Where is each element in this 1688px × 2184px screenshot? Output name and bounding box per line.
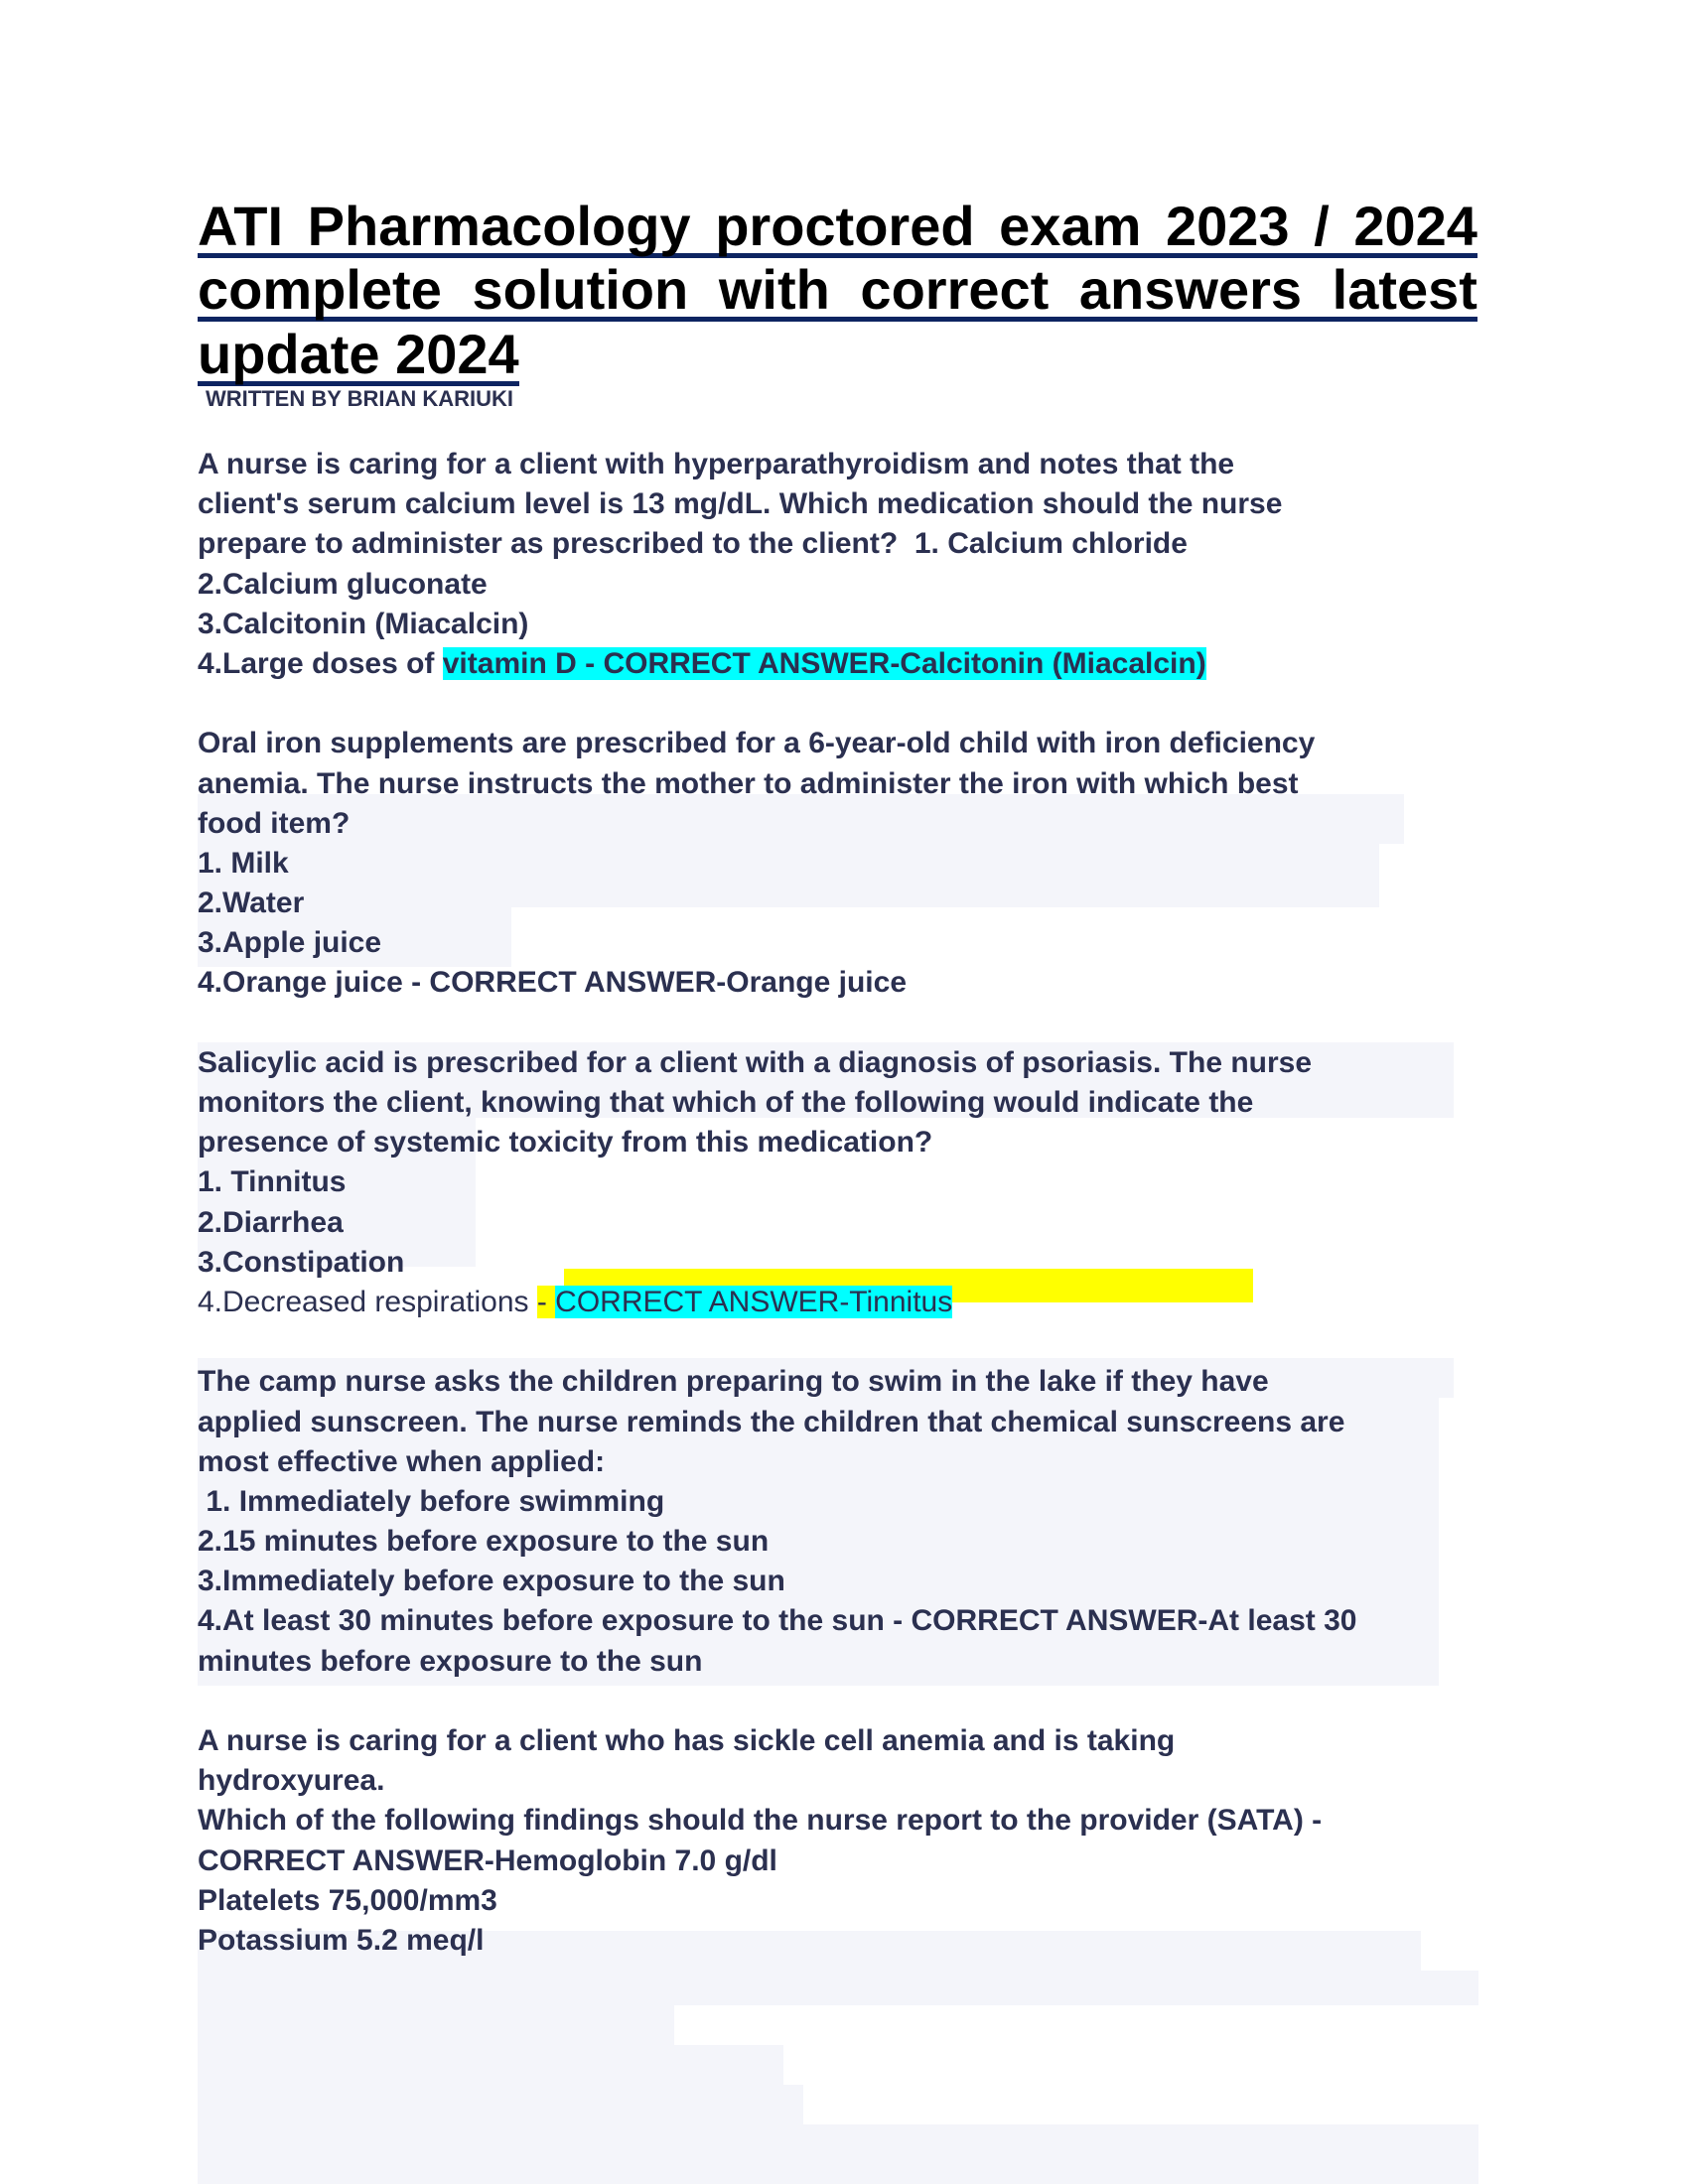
text-segment: anemia. The nurse instructs the mother to administer the iron with which best (198, 766, 1299, 800)
text-segment: Platelets 75,000/mm3 (198, 1883, 497, 1917)
text-segment: most effective when applied: (198, 1444, 606, 1478)
question-block (198, 1362, 1488, 1721)
highlighted-text: CORRECT ANSWER-Tinnitus (555, 1285, 953, 1318)
title-word: ATI (198, 195, 284, 257)
title-line (198, 258, 1477, 322)
question-list (198, 445, 1488, 2000)
text-segment: applied sunscreen. The nurse reminds the children that chemical sunscreens are (198, 1405, 1345, 1438)
title-word: 2023 (1166, 195, 1290, 257)
background-shade (198, 2124, 1478, 2184)
question-line (198, 605, 1488, 644)
text-segment: A nurse is caring for a client who has sickle cell anemia and is taking (198, 1724, 1176, 1757)
question-line (198, 644, 1488, 684)
text-segment: 4.At least 30 minutes before exposure to the sun - CORRECT ANSWER-At least 30 (198, 1604, 1357, 1638)
question-line (198, 524, 1488, 564)
text-segment: The camp nurse asks the children preparing to swim in the lake if they have (198, 1365, 1269, 1399)
question-block (198, 1043, 1488, 1363)
question-line (198, 1562, 1488, 1601)
text-segment: minutes before exposure to the sun (198, 1644, 703, 1678)
text-segment: 4.Orange juice - CORRECT ANSWER-Orange juice (198, 966, 908, 1000)
question-line (198, 724, 1488, 763)
title-line (198, 195, 1477, 258)
title-word: 2024 (1353, 195, 1477, 257)
question-line (198, 1482, 1488, 1522)
text-segment: CORRECT ANSWER-Hemoglobin 7.0 g/dl (198, 1843, 777, 1877)
question-line (198, 1123, 1488, 1162)
text-segment: 3.Constipation (198, 1245, 405, 1279)
text-segment: 2.15 minutes before exposure to the sun (198, 1525, 770, 1559)
blank-line (198, 1961, 1488, 2000)
document-title (198, 195, 1477, 386)
question-line (198, 484, 1488, 524)
text-segment: food item? (198, 806, 351, 840)
question-line (198, 1761, 1488, 1801)
title-word: answers (1078, 258, 1303, 321)
blank-line (198, 1682, 1488, 1721)
text-segment: hydroxyurea. (198, 1764, 385, 1798)
text-segment: Salicylic acid is prescribed for a client with a diagnosis of psoriasis. The nurse (198, 1045, 1313, 1079)
author-line: WRITTEN BY BRIAN KARIUKI (206, 386, 514, 411)
question-line (198, 1362, 1488, 1402)
question-line (198, 923, 1488, 963)
text-segment: A nurse is caring for a client with hyperparathyroidism and notes that the (198, 448, 1235, 480)
question-line (198, 963, 1488, 1003)
question-block (198, 724, 1488, 1043)
text-segment: 1. Milk (198, 846, 289, 880)
text-segment: 4.Decreased respirations (198, 1285, 537, 1318)
question-line (198, 1203, 1488, 1243)
question-line (198, 844, 1488, 884)
question-line (198, 565, 1488, 605)
text-segment: 4.Large doses of (198, 646, 443, 680)
text-segment: monitors the client, knowing that which of the following would indicate the (198, 1086, 1254, 1119)
blank-line (198, 1004, 1488, 1043)
question-line (198, 1601, 1488, 1641)
text-segment: 2.Water (198, 887, 305, 920)
text-segment: 3.Calcitonin (Miacalcin) (198, 607, 529, 640)
question-line (198, 1642, 1488, 1682)
title-word: correct (860, 258, 1050, 321)
title-word: exam (999, 195, 1142, 257)
question-line (198, 445, 1488, 484)
question-line (198, 1842, 1488, 1881)
question-block (198, 445, 1488, 724)
title-word: latest (1332, 258, 1477, 321)
text-segment: 1. Tinnitus (198, 1165, 347, 1199)
question-line (198, 1283, 1488, 1322)
title-word: proctored (715, 195, 975, 257)
highlighted-text: vitamin D - CORRECT ANSWER-Calcitonin (Miacalcin) (442, 646, 1206, 680)
question-line (198, 1403, 1488, 1442)
title-word: / (1314, 195, 1330, 257)
text-segment: 2.Calcium gluconate (198, 567, 488, 601)
question-line (198, 1921, 1488, 1961)
question-line (198, 1721, 1488, 1761)
question-line (198, 1162, 1488, 1202)
title-word: with (718, 258, 830, 321)
title-line (198, 323, 519, 386)
title-word: update 2024 (198, 323, 519, 385)
question-line (198, 764, 1488, 804)
question-line (198, 1243, 1488, 1283)
question-line (198, 1043, 1488, 1083)
question-line (198, 804, 1488, 844)
question-line (198, 1522, 1488, 1562)
question-line (198, 1881, 1488, 1921)
text-segment: Oral iron supplements are prescribed for a 6-year-old child with iron deficiency (198, 727, 1316, 760)
question-block (198, 1721, 1488, 2000)
text-segment: 2.Diarrhea (198, 1205, 344, 1239)
text-segment: Which of the following findings should the nurse report to the provider (SATA) - (198, 1804, 1323, 1838)
title-word: solution (472, 258, 689, 321)
blank-line (198, 684, 1488, 724)
question-line (198, 1083, 1488, 1123)
text-segment: 1. Immediately before swimming (198, 1484, 665, 1518)
text-segment: presence of systemic toxicity from this medication? (198, 1126, 933, 1160)
title-word: Pharmacology (307, 195, 691, 257)
text-segment: 3.Apple juice (198, 926, 382, 960)
question-line (198, 884, 1488, 923)
question-line (198, 1442, 1488, 1482)
title-word: complete (198, 258, 442, 321)
question-line (198, 1801, 1488, 1841)
text-segment: prepare to administer as prescribed to the client? 1. Calcium chloride (198, 527, 1188, 561)
blank-line (198, 1322, 1488, 1362)
text-segment: 3.Immediately before exposure to the sun (198, 1565, 785, 1598)
text-segment: client's serum calcium level is 13 mg/dL. Which medication should the nurse (198, 487, 1283, 521)
highlighted-text: - (536, 1285, 556, 1318)
text-segment: Potassium 5.2 meq/l (198, 1923, 485, 1957)
